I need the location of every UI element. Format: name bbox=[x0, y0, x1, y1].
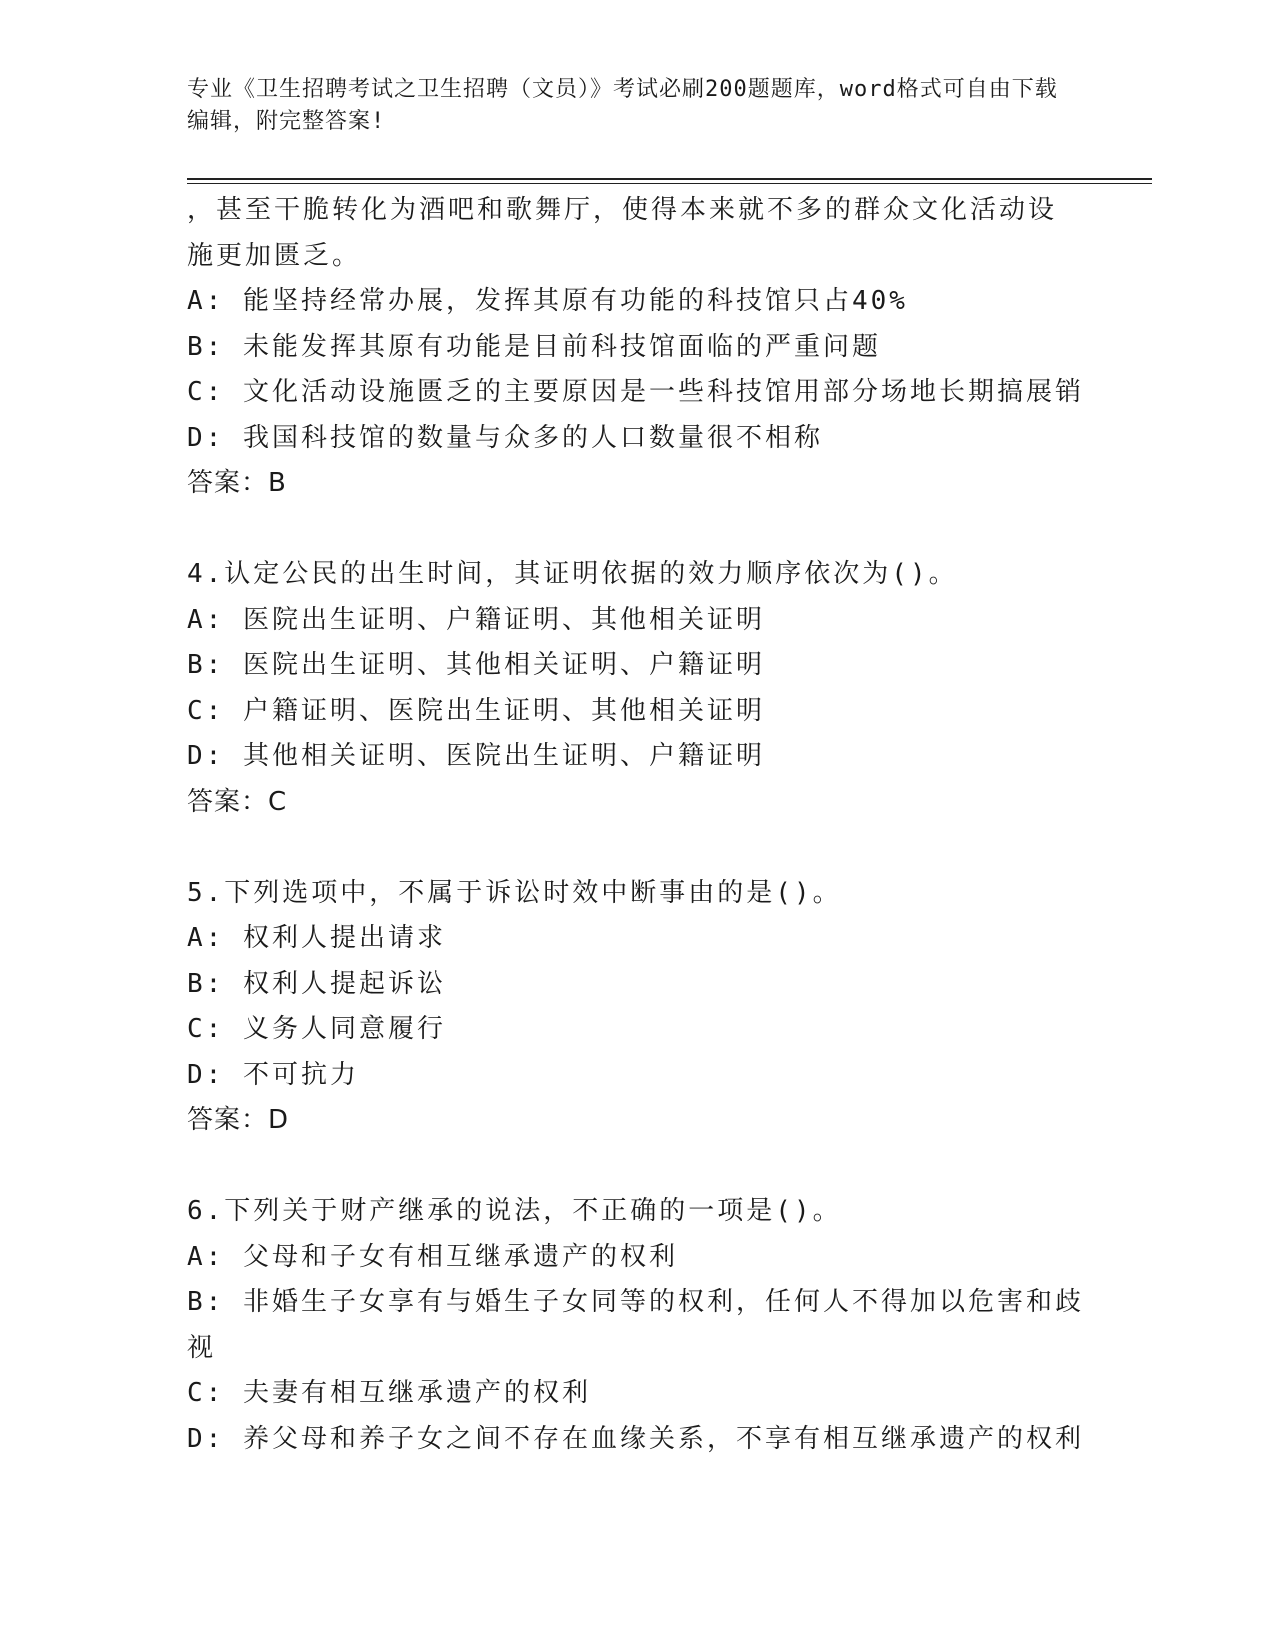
option-b: B: 医院出生证明、其他相关证明、户籍证明 bbox=[187, 650, 765, 680]
question-stem-line: ，甚至干脆转化为酒吧和歌舞厅，使得本来就不多的群众文化活动设 bbox=[187, 195, 1058, 225]
question-stem: 4.认定公民的出生时间，其证明依据的效力顺序依次为()。 bbox=[187, 559, 958, 589]
question-stem: 6.下列关于财产继承的说法，不正确的一项是()。 bbox=[187, 1196, 842, 1226]
spacer bbox=[187, 507, 1092, 553]
question-list bbox=[187, 188, 1092, 1462]
header-rule-thin bbox=[187, 183, 1152, 184]
answer: 答案：B bbox=[187, 468, 287, 498]
option-c: C: 夫妻有相互继承遗产的权利 bbox=[187, 1378, 591, 1408]
document-header: 专业《卫生招聘考试之卫生招聘（文员）》考试必刷200题题库，word格式可自由下载编辑，附完整答案! bbox=[187, 77, 1058, 134]
option-b: B: 权利人提起诉讼 bbox=[187, 968, 446, 999]
question-stem: 5.下列选项中，不属于诉讼时效中断事由的是()。 bbox=[187, 877, 842, 908]
option-a: A: 父母和子女有相互继承遗产的权利 bbox=[187, 1241, 678, 1272]
question-stem-line: 施更加匮乏。 bbox=[187, 240, 362, 271]
option-a: A: 医院出生证明、户籍证明、其他相关证明 bbox=[187, 604, 765, 635]
question-5 bbox=[187, 871, 1092, 1144]
option-c: C: 户籍证明、医院出生证明、其他相关证明 bbox=[187, 695, 765, 726]
option-a: A: 能坚持经常办展，发挥其原有功能的科技馆只占40% bbox=[187, 286, 908, 316]
option-b: B: 未能发挥其原有功能是目前科技馆面临的严重问题 bbox=[187, 331, 881, 362]
option-d: D: 我国科技馆的数量与众多的人口数量很不相称 bbox=[187, 422, 823, 453]
option-c: C: 文化活动设施匮乏的主要原因是一些科技馆用部分场地长期搞展销 bbox=[187, 377, 1084, 407]
option-d: D: 养父母和养子女之间不存在血缘关系，不享有相互继承遗产的权利 bbox=[187, 1423, 1084, 1454]
answer: 答案：C bbox=[187, 786, 288, 817]
spacer bbox=[187, 825, 1092, 871]
spacer bbox=[187, 1144, 1092, 1190]
header-rule-thick bbox=[187, 178, 1152, 180]
option-d: D: 其他相关证明、医院出生证明、户籍证明 bbox=[187, 741, 765, 771]
option-d: D: 不可抗力 bbox=[187, 1059, 359, 1090]
option-a: A: 权利人提出请求 bbox=[187, 923, 446, 953]
question-6 bbox=[187, 1189, 1092, 1462]
option-b: B: 非婚生子女享有与婚生子女同等的权利，任何人不得加以危害和歧视 bbox=[187, 1287, 1084, 1363]
question-4 bbox=[187, 552, 1092, 825]
answer: 答案：D bbox=[187, 1105, 290, 1135]
question-3 bbox=[187, 188, 1092, 507]
option-c: C: 义务人同意履行 bbox=[187, 1014, 446, 1044]
